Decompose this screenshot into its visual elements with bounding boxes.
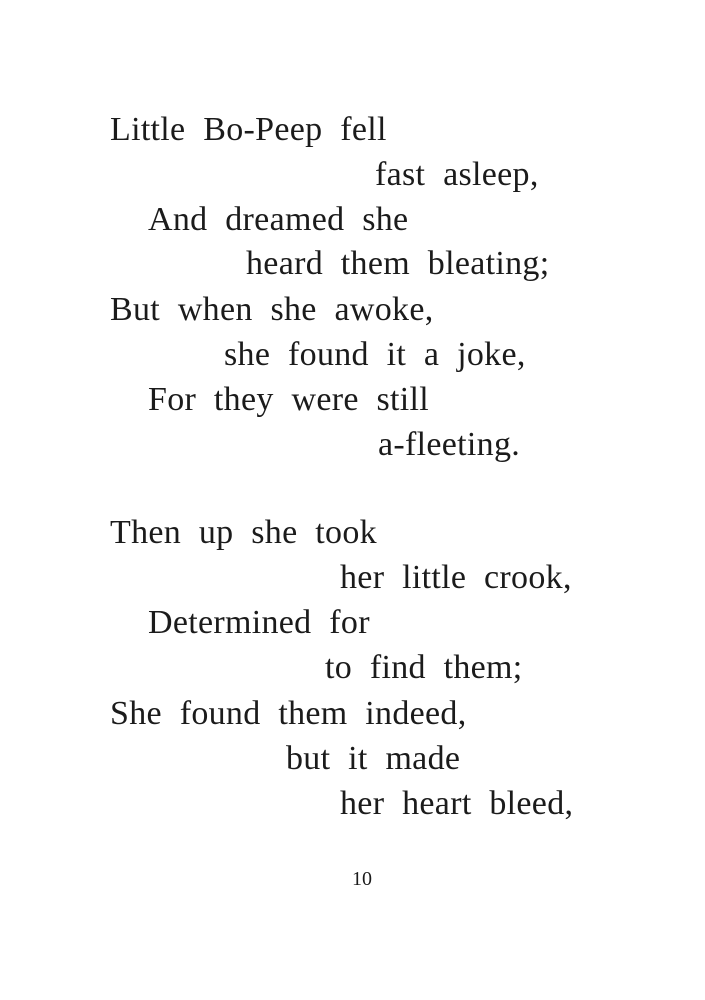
poem-line: For they were still — [148, 381, 430, 418]
poem-line: a-fleeting. — [378, 426, 521, 463]
page-number: 10 — [352, 868, 372, 890]
poem-line: but it made — [286, 740, 461, 777]
poem-line: Little Bo-Peep fell — [110, 111, 387, 148]
poem-line: fast asleep, — [375, 156, 539, 193]
poem-line: she found it a joke, — [224, 336, 526, 373]
poem-line: But when she awoke, — [110, 291, 434, 328]
poem-line: her little crook, — [340, 559, 572, 596]
poem-line: heard them bleating; — [246, 245, 550, 282]
poem-line: her heart bleed, — [340, 785, 574, 822]
poem-line: Then up she took — [110, 514, 377, 551]
poem-line: She found them indeed, — [110, 695, 467, 732]
poem-line: to find them; — [325, 649, 523, 686]
poem-line: And dreamed she — [148, 201, 409, 238]
poem-line: Determined for — [148, 604, 370, 641]
